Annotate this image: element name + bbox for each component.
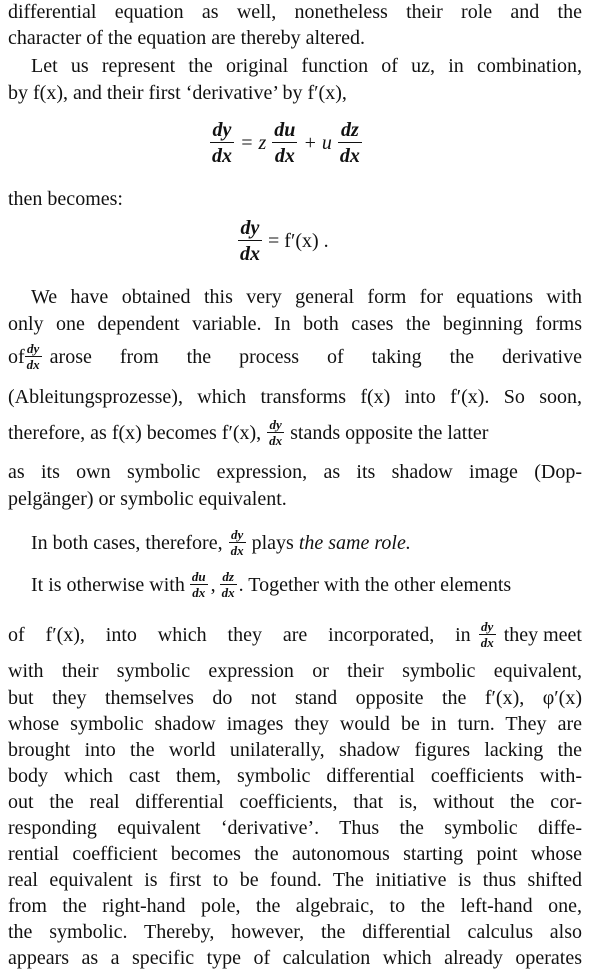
text-span: In both cases, therefore, bbox=[31, 531, 223, 554]
inline-fraction: $\frac{dy}{dx}$ bbox=[230, 527, 244, 558]
text-line: pelgänger) or symbolic equivalent. bbox=[8, 488, 287, 510]
text-line: but they themselves do not stand opposite the f′(x), φ′(x) bbox=[8, 687, 582, 709]
inline-fraction: $\frac{dz}{dx}$ bbox=[221, 569, 235, 600]
text-line: appears as a specific type of calculation which already operates bbox=[8, 947, 582, 969]
equation-rhs: = f′(x) . bbox=[268, 229, 329, 252]
text-line: from the right-hand pole, the algebraic, to the left-hand one, bbox=[8, 895, 582, 917]
text-line: whose symbolic shadow images they would be in turn. They are bbox=[8, 713, 582, 735]
text-span: therefore, as f(x) becomes f′(x), bbox=[8, 421, 262, 444]
text-line: rential coefficient becomes the autonomous starting point whose bbox=[8, 843, 582, 865]
text-line bbox=[8, 418, 582, 447]
text-span: they meet bbox=[503, 623, 582, 646]
inline-fraction: $\frac{du}{dx}$ bbox=[191, 569, 206, 600]
equation-operator: = z bbox=[240, 131, 267, 154]
text-line: real equivalent is first to be found. The initiative is thus shifted bbox=[8, 869, 582, 891]
equation-1 bbox=[210, 120, 362, 166]
text-line bbox=[8, 620, 582, 649]
fraction: $\frac{dz}{dx}$ bbox=[339, 119, 360, 167]
text-span: the same role. bbox=[298, 531, 411, 554]
text-line: responding equivalent ‘derivative’. Thus the symbolic diffe- bbox=[8, 817, 582, 839]
text-line: (Ableitungsprozesse), which transforms f(x) into f′(x). So soon, bbox=[8, 386, 582, 408]
text-line: only one dependent variable. In both cases the beginning forms bbox=[8, 313, 582, 335]
inline-fraction: $\frac{dy}{dx}$ bbox=[269, 417, 283, 448]
text-line: out the real differential coefficients, that is, without the cor- bbox=[8, 791, 582, 813]
text-line bbox=[31, 528, 582, 557]
text-line: with their symbolic expression or their symbolic equivalent, bbox=[8, 660, 582, 682]
equation-2 bbox=[238, 218, 329, 264]
text-span: arose from the process of taking the derivative bbox=[49, 345, 582, 368]
text-line: by f(x), and their first ‘derivative’ by f′(x), bbox=[8, 82, 347, 104]
text-span: plays bbox=[251, 531, 294, 554]
text-line: We have obtained this very general form for equations with bbox=[31, 286, 582, 308]
text-line: body which cast them, symbolic differential coefficients with- bbox=[8, 765, 582, 787]
inline-fraction: $\frac{dy}{dx}$ bbox=[26, 341, 40, 372]
fraction: $\frac{dy}{dx}$ bbox=[240, 217, 260, 265]
text-line: the symbolic. Thereby, however, the differential calculus also bbox=[8, 921, 582, 943]
equation-operator: + u bbox=[303, 131, 332, 154]
text-line: differential equation as well, nonetheless their role and the bbox=[8, 1, 582, 23]
inline-fraction: $\frac{dy}{dx}$ bbox=[480, 619, 494, 650]
text-line: then becomes: bbox=[8, 188, 123, 210]
text-span: , bbox=[210, 573, 216, 596]
text-span: . Together with the other elements bbox=[238, 573, 512, 596]
text-line: brought into the world unilaterally, shadow figures lacking the bbox=[8, 739, 582, 761]
text-line: Let us represent the original function of uz, in combination, bbox=[31, 55, 582, 77]
text-span: of bbox=[8, 345, 25, 368]
text-line bbox=[8, 342, 582, 371]
fraction: $\frac{du}{dx}$ bbox=[274, 119, 296, 167]
text-span: of f′(x), into which they are incorporated, in bbox=[8, 623, 471, 646]
text-line: character of the equation are thereby altered. bbox=[8, 27, 366, 49]
text-span: stands opposite the latter bbox=[290, 421, 489, 444]
text-line bbox=[31, 570, 582, 599]
text-span: It is otherwise with bbox=[31, 573, 185, 596]
fraction: $\frac{dy}{dx}$ bbox=[212, 119, 232, 167]
text-line: as its own symbolic expression, as its shadow image (Dop- bbox=[8, 461, 582, 483]
